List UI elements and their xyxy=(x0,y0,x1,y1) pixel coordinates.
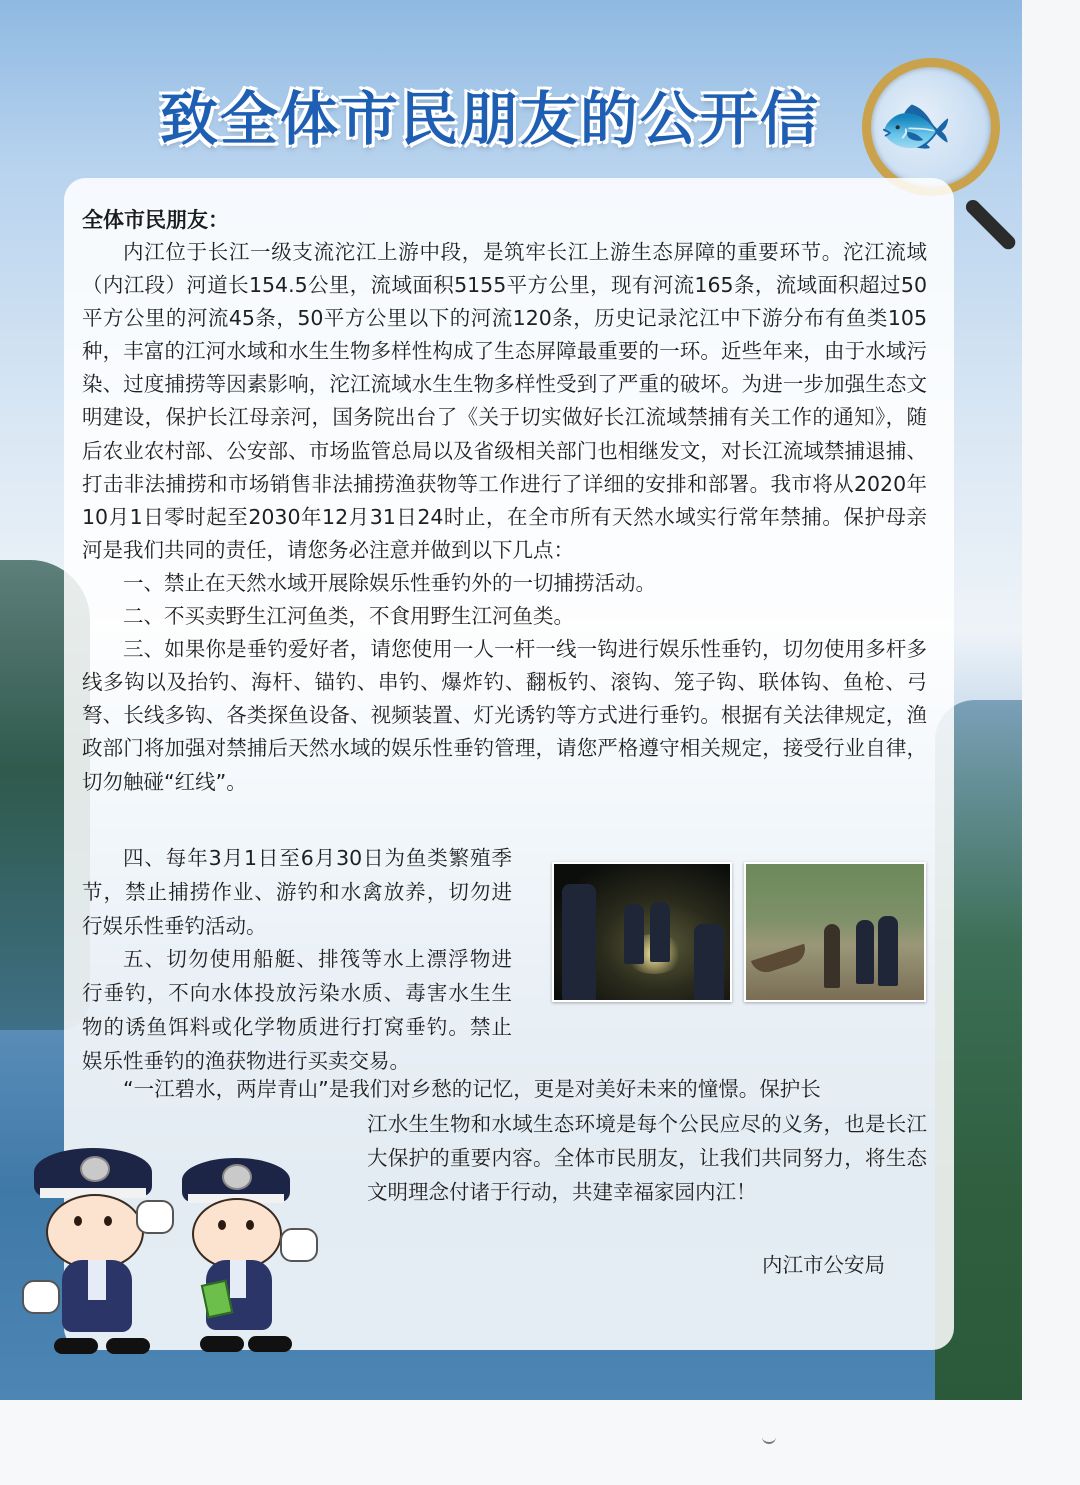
rule-4: 四、每年3月1日至6月30日为鱼类繁殖季节，禁止捕捞作业、游钓和水禽放养，切勿进行娱乐性垂钓活动。 xyxy=(82,846,512,938)
shirt xyxy=(88,1260,106,1300)
photo-night-patrol xyxy=(552,862,732,1002)
closing-rest: 江水生生物和水域生态环境是每个公民应尽的义务，也是长江大保护的重要内容。全体市民朋友，让我们共同努力，将生态文明理念付诸于行动，共建幸福家园内江！ xyxy=(367,1112,927,1204)
salutation: 全体市民朋友： xyxy=(82,208,229,232)
eye xyxy=(218,1220,226,1230)
eye xyxy=(246,1220,254,1230)
eye xyxy=(104,1216,112,1226)
closing-first-line: “一江碧水，两岸青山”是我们对乡愁的记忆，更是对美好未来的憧憬。保护长 xyxy=(123,1077,821,1101)
fisher-figure xyxy=(824,924,840,988)
eye xyxy=(74,1216,82,1226)
officer-figure xyxy=(856,920,874,984)
rule-2: 二、不买卖野生江河鱼类，不食用野生江河鱼类。 xyxy=(123,604,574,629)
boat xyxy=(751,944,809,977)
officer-figure xyxy=(694,924,724,1000)
fish-icon: 🐟 xyxy=(878,90,953,160)
police-mascot-saluting xyxy=(22,1148,172,1358)
police-badge-icon xyxy=(80,1156,110,1182)
rule-3: 三、如果你是垂钓爱好者，请您使用一人一杆一线一钩进行娱乐性垂钓，切勿使用多杆多线多钩以及抬钓、海杆、锚钓、串钓、爆炸钓、翻板钓、滚钩、笼子钩、联体钩、鱼枪、弓弩、长线多钩、各类探鱼设备、视频装置、灯光诱钓等方式进行垂钓。根据有关法律规定，渔政部门将加强对禁捕后天然水域的娱乐性垂钓管理，请您严格遵守相关规定，接受行业自律，切勿触碰“红线”。 xyxy=(82,637,927,794)
shoe xyxy=(106,1338,150,1354)
photo-day-patrol xyxy=(744,862,926,1002)
police-badge-icon xyxy=(222,1164,252,1190)
letter-body-narrow xyxy=(82,842,512,1079)
intro-paragraph: 内江位于长江一级支流沱江上游中段，是筑牢长江上游生态屏障的重要环节。沱江流域（内江段）河道长154.5公里，流域面积5155平方公里，现有河流165条，流域面积超过50平方公里的河流45条，50平方公里以下的河流120条，历史记录沱江中下游分布有鱼类105种，丰富的江河水域和水生生物多样性构成了生态屏障最重要的一环。近些年来，由于水域污染、过度捕捞等因素影响，沱江流域水生生物多样性受到了严重的破坏。为进一步加强生态文明建设，保护长江母亲河，国务院出台了《关于切实做好长江流域禁捕有关工作的通知》，随后农业农村部、公安部、市场监管总局以及省级相关部门也相继发文，对长江流域禁捕退捕、打击非法捕捞和市场销售非法捕捞渔获物等工作进行了详细的安排和部署。我市将从2020年10月1日零时起至2030年12月31日24时止，在全市所有天然水域实行常年禁捕。保护母亲河是我们共同的责任，请您务必注意并做到以下几点： xyxy=(82,240,927,562)
scan-margin-bottom xyxy=(0,1400,1080,1485)
scan-margin-right xyxy=(1022,0,1080,1485)
shirt xyxy=(230,1260,246,1298)
mascot-face xyxy=(46,1194,144,1270)
police-mascot-waving xyxy=(178,1158,318,1358)
letter-body xyxy=(82,236,927,799)
shoe xyxy=(54,1338,98,1354)
signature: 内江市公安局 xyxy=(762,1253,885,1277)
rule-1: 一、禁止在天然水域开展除娱乐性垂钓外的一切捕捞活动。 xyxy=(123,570,656,595)
glove-saluting xyxy=(136,1200,174,1234)
officer-figure xyxy=(650,902,670,962)
shoe xyxy=(200,1336,244,1352)
officer-figure xyxy=(878,916,898,986)
glove-left xyxy=(22,1280,60,1314)
glove-waving xyxy=(280,1228,318,1262)
shoe xyxy=(248,1336,292,1352)
rule-5: 五、切勿使用船艇、排筏等水上漂浮物进行垂钓，不向水体投放污染水质、毒害水生生物的诱鱼饵料或化学物质进行打窝垂钓。禁止娱乐性垂钓的渔获物进行买卖交易。 xyxy=(82,947,512,1073)
page-title: 致全体市民朋友的公开信 xyxy=(159,85,820,153)
officer-figure xyxy=(624,904,644,964)
officer-figure xyxy=(562,884,596,1000)
